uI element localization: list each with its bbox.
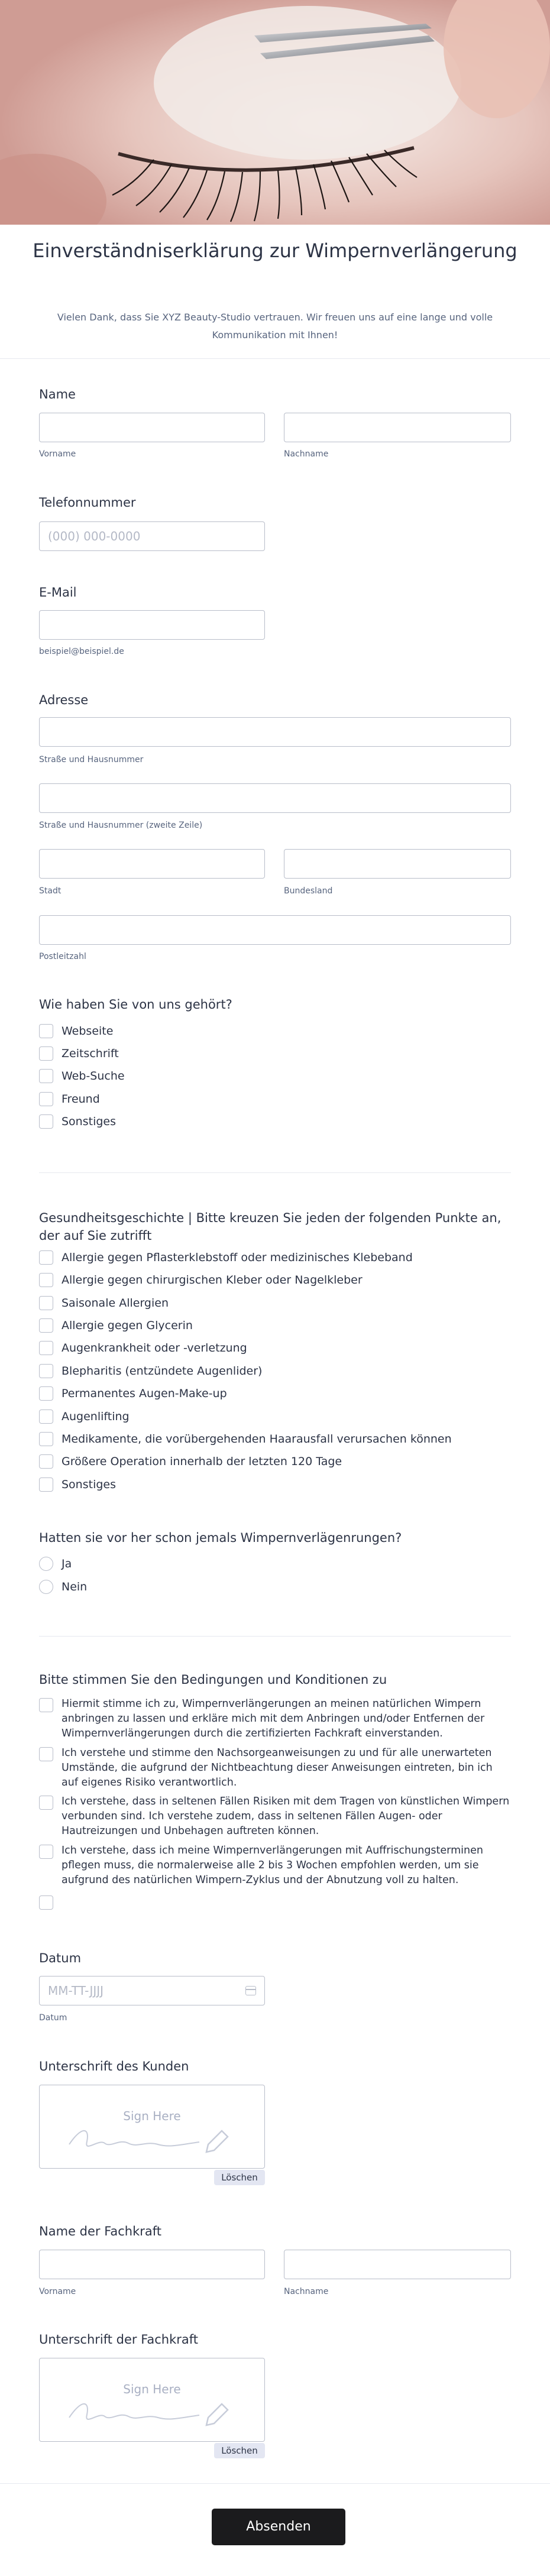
state-hint: Bundesland [284, 886, 333, 896]
checkbox[interactable] [39, 1024, 53, 1038]
checkbox[interactable] [39, 1747, 53, 1761]
previous-label: Hatten sie vor her schon jemals Wimpernverlägenrungen? [39, 1531, 402, 1545]
checkbox[interactable] [39, 1092, 53, 1106]
state-input[interactable] [284, 849, 511, 879]
checkbox[interactable] [39, 1386, 53, 1401]
checkbox[interactable] [39, 1364, 53, 1378]
street2-hint: Straße und Hausnummer (zweite Zeile) [39, 821, 203, 830]
checkbox[interactable] [39, 1318, 53, 1333]
terms-item[interactable]: Ich verstehe, dass ich meine Wimpernverlängerungen mit Auffrischungsterminen pflegen muss, die normalerweise alle 2 bis 3 Wochen empfohlen werden, um sie aufgrund des natürlichen Wimpern-Zyklus und der Abnutzung voll zu halten. [39, 1843, 512, 1888]
eyelash-photo [0, 0, 550, 225]
zip-input[interactable] [39, 915, 511, 945]
radio[interactable] [39, 1580, 53, 1594]
checkbox[interactable] [39, 1114, 53, 1129]
tech-last-name-input[interactable] [284, 2250, 511, 2279]
first-name-hint: Vorname [39, 449, 76, 459]
terms-item[interactable]: Ich verstehe und stimme den Nachsorgeanweisungen zu und für alle unerwarteten Umstände, die aufgrund der Nichtbeachtung dieser Anweisungen eintreten, bin ich auf eigenes Risiko verantwortlich. [39, 1746, 512, 1791]
name-label: Name [39, 387, 76, 401]
checkbox[interactable] [39, 1845, 53, 1859]
street-input[interactable] [39, 717, 511, 747]
sign-here-text: Sign Here [123, 2382, 181, 2396]
checkbox[interactable] [39, 1250, 53, 1265]
checkbox[interactable] [39, 1069, 53, 1083]
phone-label: Telefonnummer [39, 495, 136, 510]
email-hint: beispiel@beispiel.de [39, 647, 124, 656]
checkbox[interactable] [39, 1341, 53, 1355]
clear-tech-signature-button[interactable]: Löschen [214, 2443, 265, 2458]
checkbox[interactable] [39, 1296, 53, 1310]
email-label: E-Mail [39, 585, 77, 600]
tech-name-label: Name der Fachkraft [39, 2224, 161, 2238]
section-divider [39, 1636, 511, 1637]
radio[interactable] [39, 1557, 53, 1571]
city-hint: Stadt [39, 886, 62, 896]
terms-label: Bitte stimmen Sie den Bedingungen und Konditionen zu [39, 1673, 387, 1687]
tech-first-name-input[interactable] [39, 2250, 265, 2279]
checkbox[interactable] [39, 1796, 53, 1810]
submit-button[interactable]: Absenden [212, 2509, 345, 2545]
signature-pen-icon [63, 2121, 241, 2156]
calendar-icon[interactable] [245, 1986, 256, 1995]
date-hint: Datum [39, 2013, 67, 2023]
clear-customer-signature-button[interactable]: Löschen [214, 2170, 265, 2185]
sign-here-text: Sign Here [123, 2109, 181, 2123]
date-label: Datum [39, 1951, 82, 1965]
tech-first-name-hint: Vorname [39, 2287, 76, 2296]
street2-input[interactable] [39, 783, 511, 813]
checkbox[interactable] [39, 1273, 53, 1287]
checkbox[interactable] [39, 1454, 53, 1469]
terms-item[interactable] [39, 1894, 512, 1912]
checkbox[interactable] [39, 1477, 53, 1492]
checkbox[interactable] [39, 1046, 53, 1061]
header-divider [0, 358, 550, 359]
checkbox[interactable] [39, 1895, 53, 1910]
phone-input[interactable] [39, 521, 265, 551]
checkbox[interactable] [39, 1409, 53, 1424]
customer-signature-pad[interactable] [39, 2085, 265, 2169]
last-name-hint: Nachname [284, 449, 329, 459]
first-name-input[interactable] [39, 413, 265, 442]
tech-signature-label: Unterschrift der Fachkraft [39, 2332, 199, 2347]
address-label: Adresse [39, 693, 89, 707]
tech-signature-pad[interactable] [39, 2358, 265, 2442]
header-image [0, 0, 550, 225]
page-title: Einverständniserklärung zur Wimpernverlängerung [33, 239, 517, 262]
checkbox[interactable] [39, 1432, 53, 1446]
city-input[interactable] [39, 849, 265, 879]
terms-item[interactable]: Ich verstehe, dass in seltenen Fällen Risiken mit dem Tragen von künstlichen Wimpern verbunden sind. Ich verstehe zudem, dass in seltenen Fällen Augen- oder Hautreizungen und Unbehagen auftreten können. [39, 1794, 512, 1839]
page-subtitle: Vielen Dank, dass Sie XYZ Beauty-Studio vertrauen. Wir freuen uns auf eine lange und volle Kommunikation mit Ihnen! [57, 312, 493, 341]
date-input[interactable] [39, 1976, 265, 2005]
footer-divider [0, 2483, 550, 2484]
phone-placeholder: (000) 000-0000 [48, 529, 141, 543]
date-placeholder: MM-TT-JJJJ [48, 1984, 104, 1998]
tech-last-name-hint: Nachname [284, 2287, 329, 2296]
terms-item[interactable]: Hiermit stimme ich zu, Wimpernverlängerungen an meinen natürlichen Wimpern anbringen zu lassen und erkläre mich mit dem Anbringen und/oder Entfernen der Wimpernverlängerungen durch die zertifizierten Fachkraft einverstanden. [39, 1697, 512, 1742]
signature-pen-icon [63, 2394, 241, 2429]
section-divider [39, 1172, 511, 1173]
last-name-input[interactable] [284, 413, 511, 442]
email-input[interactable] [39, 610, 265, 640]
customer-signature-label: Unterschrift des Kunden [39, 2059, 189, 2073]
health-label: Gesundheitsgeschichte | Bitte kreuzen Sie jeden der folgenden Punkte an, der auf Sie zutrifft [39, 1211, 502, 1243]
checkbox[interactable] [39, 1698, 53, 1712]
source-label: Wie haben Sie von uns gehört? [39, 997, 232, 1012]
street-hint: Straße und Hausnummer [39, 755, 144, 764]
zip-hint: Postleitzahl [39, 952, 86, 961]
